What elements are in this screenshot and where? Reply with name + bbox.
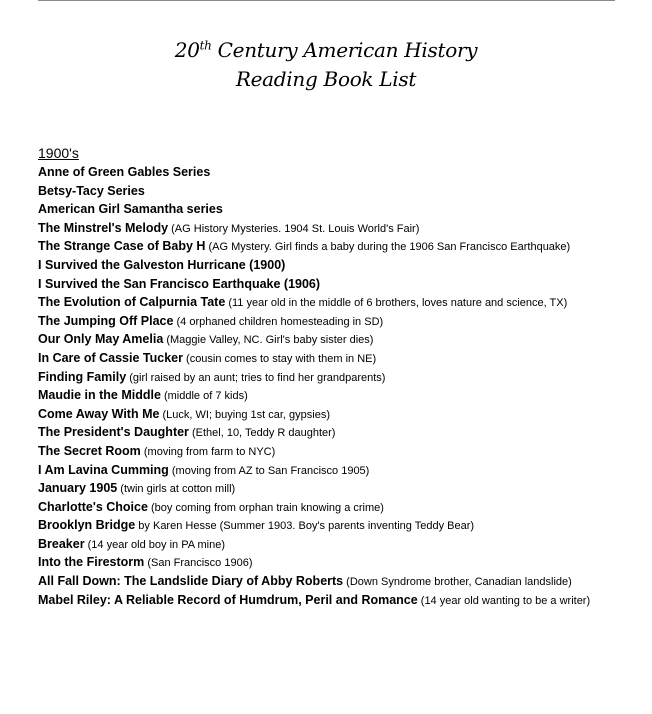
book-list-item (38, 350, 638, 369)
book-note: (11 year old in the middle of 6 brothers, loves nature and science, TX) (225, 297, 568, 310)
book-title: January 1905 (38, 481, 118, 496)
book-title: Into the Firestorm (38, 555, 145, 570)
title-century-number: 20 (174, 38, 200, 62)
page-title (0, 36, 652, 94)
book-title: The Minstrel's Melody (38, 220, 169, 235)
book-title: Brooklyn Bridge (38, 518, 136, 533)
book-list-item (38, 573, 638, 592)
book-title: Betsy-Tacy Series (38, 183, 145, 198)
book-note: (middle of 7 kids) (160, 390, 248, 403)
book-list-item (38, 201, 638, 220)
book-note: (Luck, WI; buying 1st car, gypsies) (159, 408, 331, 421)
book-list-item (38, 220, 638, 239)
book-list-item (38, 554, 638, 573)
book-title: Mabel Riley: A Reliable Record of Humdrum, Peril and Romance (38, 592, 418, 607)
book-title: Our Only May Amelia (38, 332, 164, 347)
book-list-item (38, 164, 638, 183)
book-title: I Survived the Galveston Hurricane (1900) (38, 257, 286, 272)
book-title: The Jumping Off Place (38, 313, 174, 328)
book-title: Charlotte's Choice (38, 499, 148, 514)
book-note: (twin girls at cotton mill) (117, 483, 236, 496)
book-title: All Fall Down: The Landslide Diary of Abby Roberts (38, 574, 344, 589)
book-note: (AG History Mysteries. 1904 St. Louis World's Fair) (168, 222, 420, 235)
book-list-item (38, 313, 638, 332)
book-title: Come Away With Me (38, 406, 160, 421)
book-title: I Survived the San Francisco Earthquake (1906) (38, 276, 321, 291)
book-note: (AG Mystery. Girl finds a baby during the 1906 San Francisco Earthquake) (205, 241, 571, 254)
book-list-item (38, 536, 638, 555)
title-line-1-text: Century American History (211, 38, 478, 62)
section-heading: 1900's (38, 145, 79, 161)
book-title: Breaker (38, 536, 85, 551)
book-list-item (38, 480, 638, 499)
book-list-item (38, 331, 638, 350)
book-list-item (38, 238, 638, 257)
book-title: Maudie in the Middle (38, 388, 161, 403)
book-list-item (38, 443, 638, 462)
book-note: (Ethel, 10, Teddy R daughter) (188, 427, 336, 440)
top-divider (38, 0, 615, 1)
book-title: Anne of Green Gables Series (38, 165, 211, 179)
book-note: (cousin comes to stay with them in NE) (182, 352, 377, 365)
book-list-item (38, 592, 638, 611)
book-list-item (38, 424, 638, 443)
book-title: The President's Daughter (38, 425, 189, 440)
book-list-item (38, 369, 638, 388)
book-note: (moving from AZ to San Francisco 1905) (168, 464, 370, 477)
book-note: (moving from farm to NYC) (140, 445, 276, 458)
book-note: (4 orphaned children homesteading in SD) (173, 315, 384, 328)
book-title: The Evolution of Calpurnia Tate (38, 295, 226, 310)
book-list-item (38, 276, 638, 295)
book-list-item (38, 257, 638, 276)
book-list-item (38, 406, 638, 425)
book-note: (Down Syndrome brother, Canadian landslide) (343, 576, 572, 589)
book-list-item (38, 387, 638, 406)
book-list-item (38, 517, 638, 536)
book-note: (14 year old boy in PA mine) (84, 538, 225, 551)
book-note: (girl raised by an aunt; tries to find her grandparents) (126, 371, 386, 384)
title-line-2: Reading Book List (235, 67, 417, 91)
book-note: (14 year old wanting to be a writer) (417, 594, 591, 607)
book-list-item (38, 462, 638, 481)
book-title: The Secret Room (38, 443, 141, 458)
book-note: (Maggie Valley, NC. Girl's baby sister dies) (163, 334, 374, 347)
book-title: In Care of Cassie Tucker (38, 350, 183, 365)
book-list-item (38, 183, 638, 202)
book-title: Finding Family (38, 369, 127, 384)
book-note: by Karen Hesse (Summer 1903. Boy's parents inventing Teddy Bear) (135, 520, 475, 533)
book-title: The Strange Case of Baby H (38, 239, 206, 254)
title-ordinal-suffix: th (199, 38, 212, 53)
book-list-item (38, 294, 638, 313)
title-line-1 (0, 36, 652, 65)
book-note: (San Francisco 1906) (144, 557, 253, 570)
book-note: (boy coming from orphan train knowing a crime) (147, 501, 384, 514)
book-list (38, 164, 638, 610)
book-list-section (38, 145, 638, 610)
book-list-item (38, 499, 638, 518)
book-title: I Am Lavina Cumming (38, 462, 169, 477)
book-title: American Girl Samantha series (38, 202, 223, 217)
